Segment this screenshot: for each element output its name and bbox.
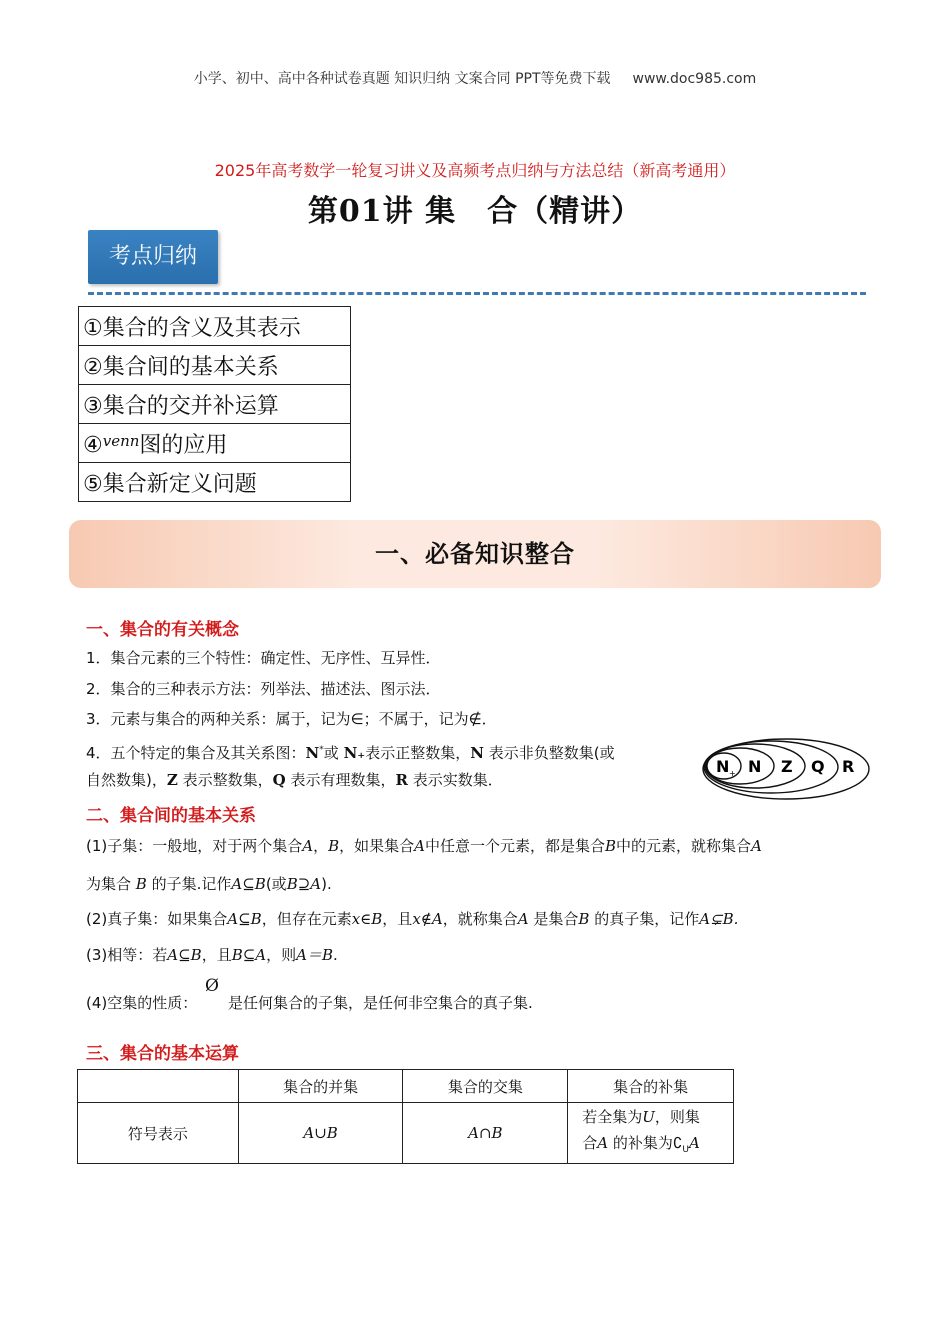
site-line: 小学、初中、高中各种试卷真题 知识归纳 文案合同 PPT等免费下载 xyxy=(193,71,611,87)
s2-proper-subset: (2)真子集：如果集合A⊆B，但存在元素x∈B，且x∉A，就称集合A 是集合B 的真子集，记作A⊊B. xyxy=(86,910,739,928)
topic-item xyxy=(79,424,351,463)
label-r: R xyxy=(842,757,855,776)
complement-cell: 若全集为U，则集 合A 的补集为$∁_UA$ xyxy=(568,1103,734,1164)
s2-empty-set-text: 是任何集合的子集，是任何非空集合的真子集. xyxy=(228,994,533,1012)
label-nplus: N xyxy=(716,757,730,776)
s1-item4-line1: 4．五个特定的集合及其关系图：N*或 N₊表示正整数集，N 表示非负整数集(或 xyxy=(86,744,615,762)
empty-set-symbol: Ø xyxy=(205,976,219,996)
s1-item4-line2: 自然数集)，Z 表示整数集，Q 表示有理数集，R 表示实数集． xyxy=(86,771,503,789)
topic-number: ④ xyxy=(83,432,103,458)
document-title: 第01讲 集 合（精讲） xyxy=(307,194,643,229)
table-header-cell: 集合的交集 xyxy=(403,1070,568,1103)
s2-empty-set: (4)空集的性质： xyxy=(86,994,198,1012)
site-url[interactable]: www.doc985.com xyxy=(632,71,757,87)
s2-equality: (3)相等：若A⊆B，且B⊆A，则A＝B. xyxy=(86,946,338,964)
venn-word: venn xyxy=(102,431,140,450)
key-points-badge: 考点归纳 xyxy=(88,230,218,284)
table-header-cell xyxy=(78,1070,239,1103)
site-header xyxy=(0,68,950,88)
s1-item3: 3．元素与集合的两种关系：属于，记为∈；不属于，记为∉． xyxy=(86,710,497,728)
topic-text: 图的应用 xyxy=(139,432,228,458)
section2-heading: 二、集合间的基本关系 xyxy=(86,806,256,826)
s2-subset-line2: 为集合 B 的子集.记作A⊆B(或B⊇A). xyxy=(86,875,332,893)
section-banner: 一、必备知识整合 xyxy=(69,520,881,588)
union-cell: A∪B xyxy=(238,1103,403,1164)
intersection-cell: A∩B xyxy=(403,1103,568,1164)
table-header-cell: 集合的并集 xyxy=(238,1070,403,1103)
section1-heading: 一、集合的有关概念 xyxy=(86,620,239,640)
document-subtitle: 2025年高考数学一轮复习讲义及高频考点归纳与方法总结（新高考通用） xyxy=(214,161,736,180)
section3-heading: 三、集合的基本运算 xyxy=(86,1044,239,1064)
s1-item2: 2．集合的三种表示方法：列举法、描述法、图示法． xyxy=(86,680,441,698)
topics-table xyxy=(78,306,351,502)
number-sets-diagram xyxy=(700,736,875,802)
topic-item: ⑤集合新定义问题 xyxy=(79,463,351,502)
label-q: Q xyxy=(811,757,825,776)
row-label: 符号表示 xyxy=(78,1103,239,1164)
topic-item: ②集合间的基本关系 xyxy=(79,346,351,385)
dashed-divider xyxy=(88,292,866,295)
label-plus-sub: + xyxy=(729,769,736,778)
label-z: Z xyxy=(781,757,793,776)
s1-item1: 1．集合元素的三个特性：确定性、无序性、互异性． xyxy=(86,649,441,667)
table-header-cell: 集合的补集 xyxy=(568,1070,734,1103)
set-operations-table xyxy=(77,1069,734,1164)
s2-subset-line1: (1)子集：一般地，对于两个集合A，B，如果集合A中任意一个元素，都是集合B中的元素，就称集合A xyxy=(86,837,762,855)
topic-item: ①集合的含义及其表示 xyxy=(79,307,351,346)
label-n: N xyxy=(748,757,762,776)
topic-item: ③集合的交并补运算 xyxy=(79,385,351,424)
